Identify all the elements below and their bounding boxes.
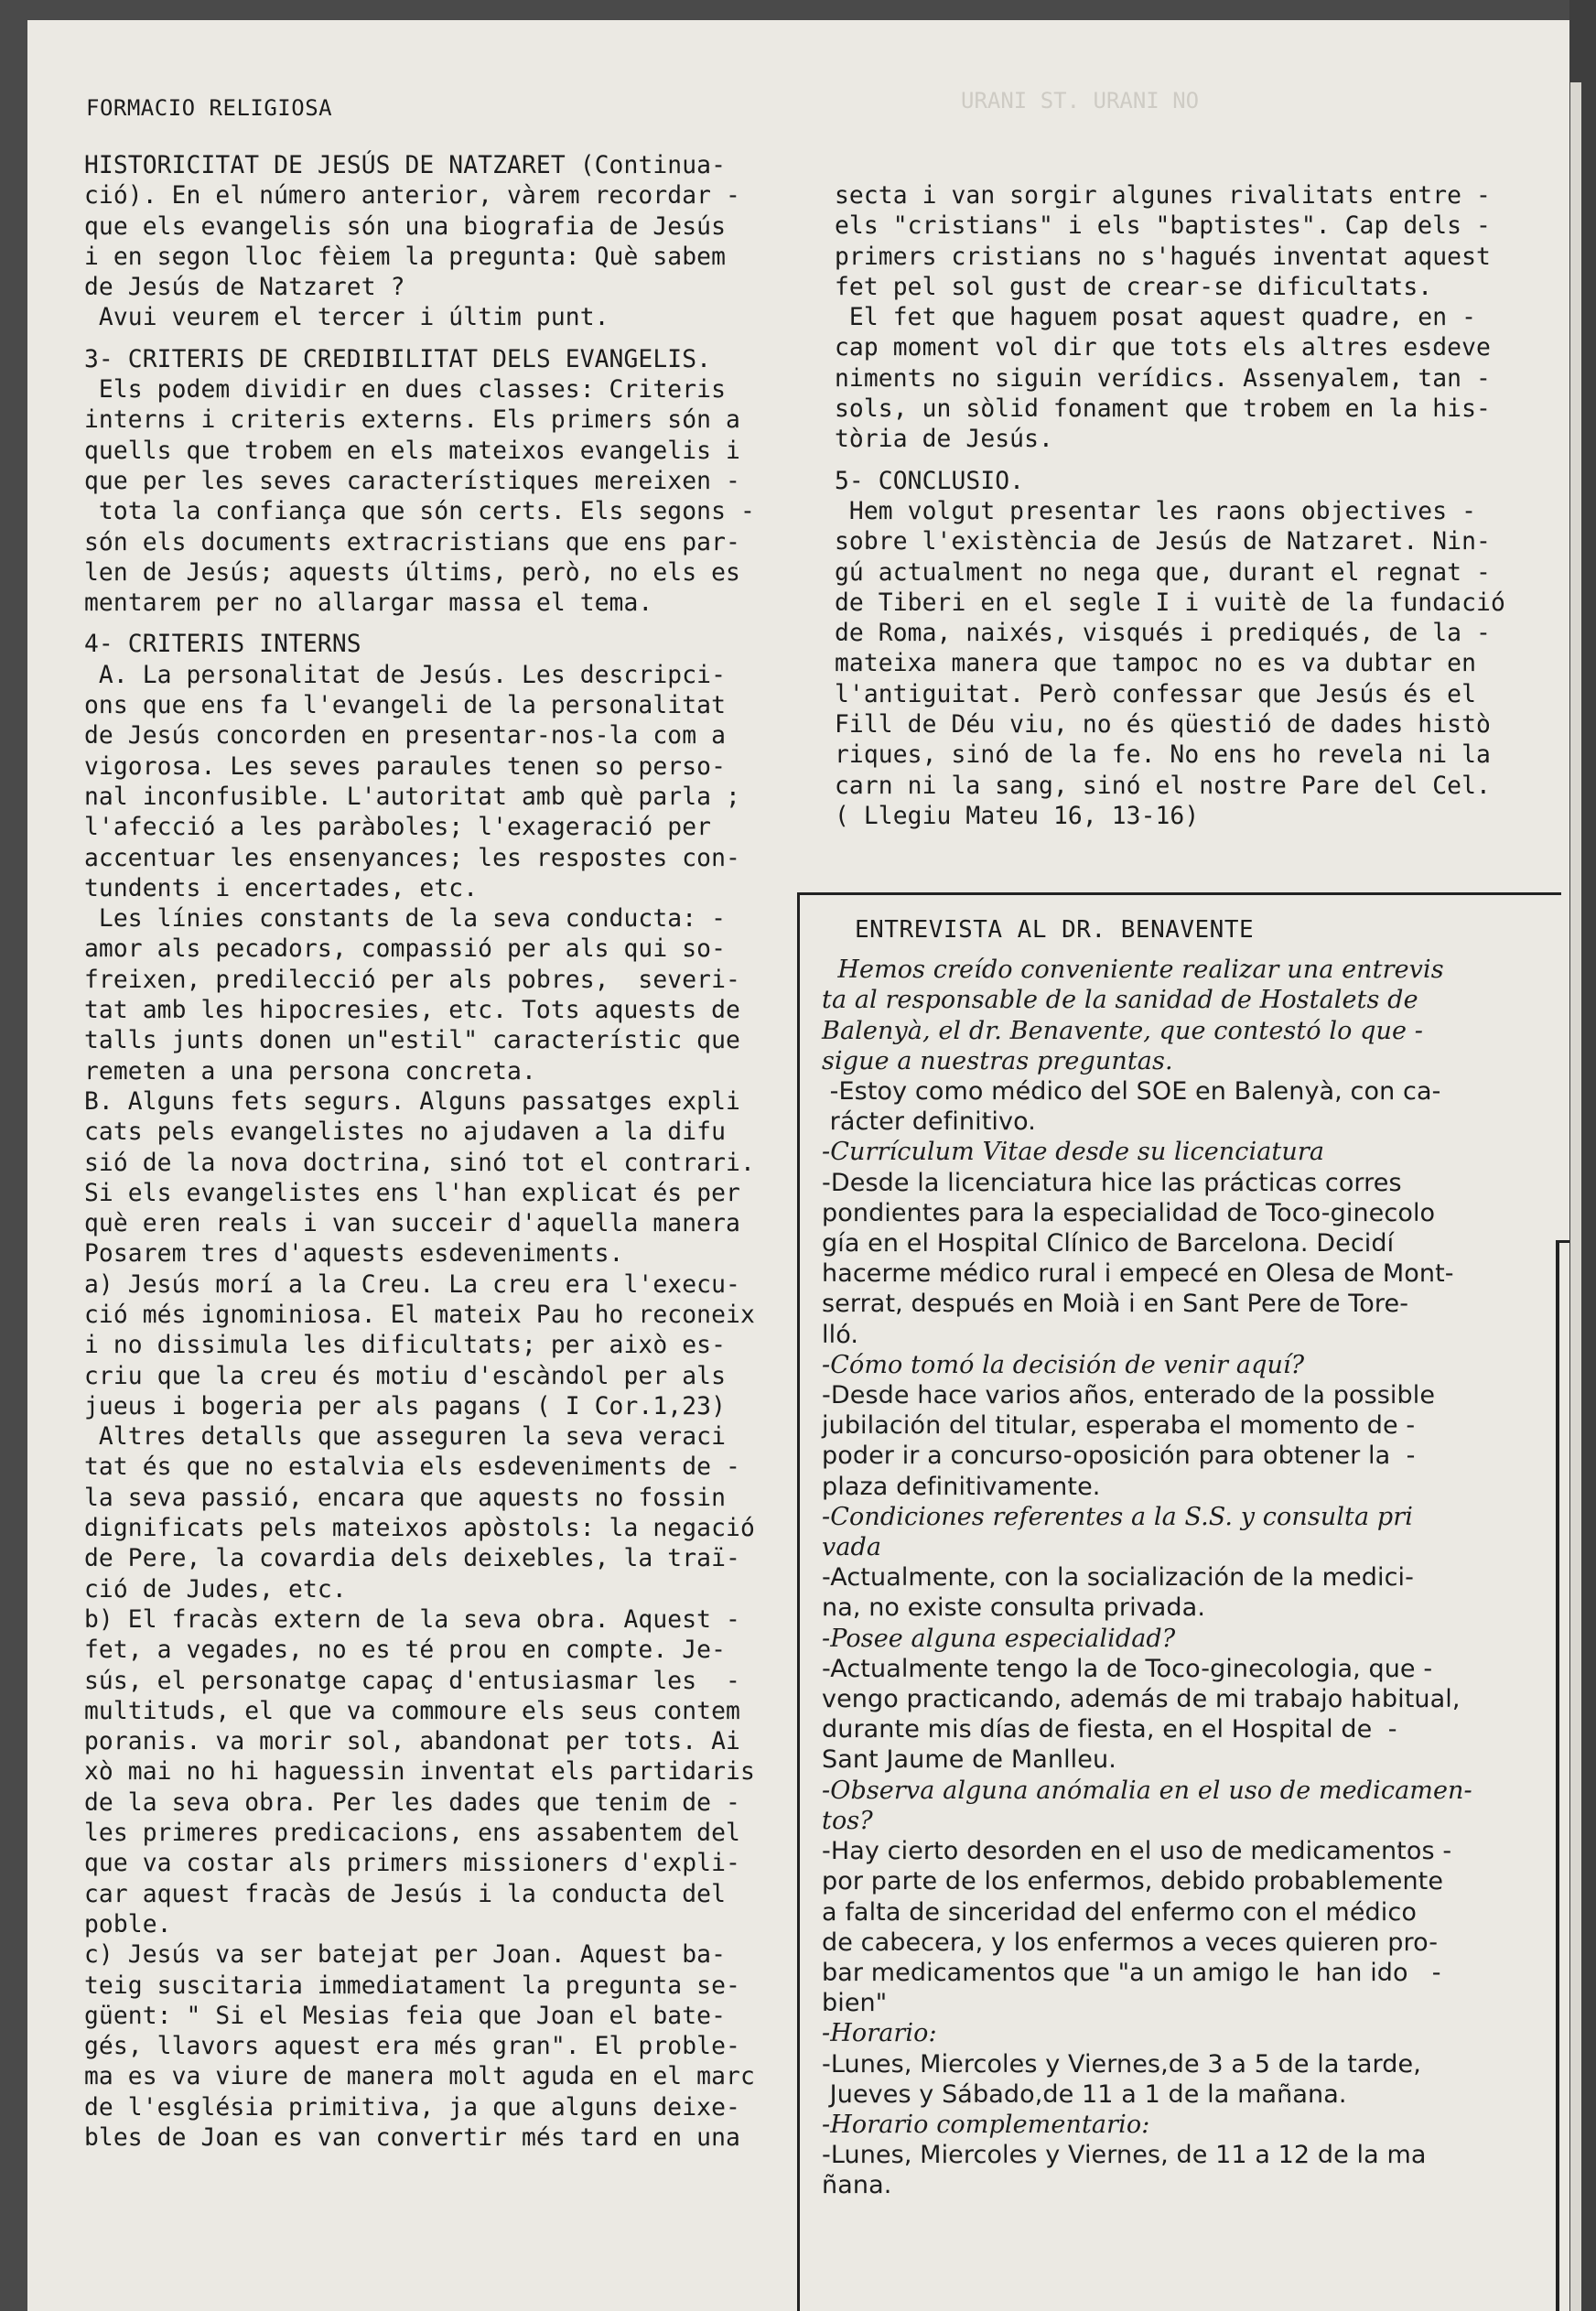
interview-answer: jubilación del titular, esperaba el momento de - (822, 1411, 1416, 1441)
text-line: remeten a una persona concreta. (84, 1057, 536, 1085)
interview-answer: lló. (822, 1320, 859, 1349)
text-line: jueus i bogeria per als pagans ( I Cor.1,23) (84, 1392, 727, 1420)
show-through-text: URANI ST. URANI NO (961, 88, 1200, 113)
text-line: gés, llavors aquest era més gran". El proble- (84, 2033, 740, 2061)
interview-answer: -Desde la licenciatura hice las prácticas corres (822, 1168, 1402, 1197)
text-line: HISTORICITAT DE JESÚS DE NATZARET (Continua- (84, 152, 727, 179)
text-line: fet pel sol gust de crear-se dificultats. (835, 273, 1433, 301)
text-line: tota la confiança que són certs. Els segons - (84, 498, 755, 526)
interview-answer: Sant Jaume de Manlleu. (822, 1745, 1116, 1775)
paragraph-gap (835, 456, 1530, 467)
text-line: talls junts donen un"estil" característic que (84, 1027, 740, 1055)
text-line: tat amb les hipocresies, etc. Tots aquests de (84, 997, 740, 1025)
interview-answer: gía en el Hospital Clínico de Barcelona. Decidí (822, 1229, 1395, 1258)
text-line: que els evangelis són una biografia de Jesús (84, 212, 727, 241)
text-line: Posarem tres d'aquests esdeveniments. (84, 1240, 624, 1269)
text-line: cap moment vol dir que tots els altres esdeve (835, 334, 1491, 362)
interview-answer: a falta de sinceridad del enfermo con el médico (822, 1897, 1417, 1927)
text-line: sols, un sòlid fonament que trobem en la his- (835, 395, 1491, 424)
text-line: l'antiguitat. Però confessar que Jesús és el (835, 680, 1477, 708)
interview-answer: durante mis días de fiesta, en el Hospital de - (822, 1715, 1397, 1744)
text-line: b) El fracàs extern de la seva obra. Aquest - (84, 1605, 740, 1634)
text-line: fet, a vegades, no es té prou en compte. Je- (84, 1636, 727, 1665)
text-line: quells que trobem en els mateixos evangelis i (84, 437, 740, 465)
interview-answer: plaza definitivamente. (822, 1472, 1101, 1501)
text-line: de Pere, la covardia dels deixebles, la traï- (84, 1545, 740, 1573)
text-line: de Roma, naixés, visqués i prediqués, de la - (835, 620, 1491, 648)
text-line: Si els evangelistes ens l'han explicat és per (84, 1179, 740, 1207)
text-line: B. Alguns fets segurs. Alguns passatges expli (84, 1087, 740, 1116)
interview-body (822, 955, 1554, 2200)
text-line: 3- CRITERIS DE CREDIBILITAT DELS EVANGELIS. (84, 345, 712, 373)
text-line: Hem volgut presentar les raons objectives - (835, 497, 1477, 525)
text-line: de l'església primitiva, ja que alguns deixe- (84, 2093, 740, 2122)
interview-answer: hacerme médico rural i empecé en Olesa de Mont- (822, 1259, 1454, 1289)
text-line: carn ni la sang, sinó el nostre Pare del Cel. (835, 772, 1491, 800)
text-line: poranis. va morir sol, abandonat per tots. Ai (84, 1728, 740, 1756)
interview-answer: ñana. (822, 2171, 892, 2200)
text-line: mentarem per no allargar massa el tema. (84, 589, 653, 618)
interview-answer: pondientes para la especialidad de Toco-ginecolo (822, 1198, 1436, 1227)
text-line: A. La personalitat de Jesús. Les descripci- (84, 661, 727, 689)
interview-box (822, 915, 1554, 2201)
text-line: criu que la creu és motiu d'escàndol per als (84, 1362, 727, 1390)
text-line: tòria de Jesús. (835, 426, 1053, 454)
interview-answer: na, no existe consulta privada. (822, 1593, 1206, 1623)
interview-answer: bien" (822, 1989, 888, 2018)
text-line: gú actualment no nega que, durant el regnat - (835, 558, 1491, 587)
interview-question: -Posee alguna especialidad? (822, 1624, 1176, 1653)
section-header: FORMACIO RELIGIOSA (86, 95, 333, 121)
text-line: amor als pecadors, compassió per als qui so- (84, 935, 727, 964)
text-line: El fet que haguem posat aquest quadre, en - (835, 304, 1477, 332)
text-line: tundents i encertades, etc. (84, 874, 479, 902)
interview-answer: vengo practicando, además de mi trabajo habitual, (822, 1685, 1461, 1714)
interview-answer: -Actualmente, con la socialización de la medici- (822, 1563, 1414, 1593)
text-line: de la seva obra. Per les dades que tenim de - (84, 1788, 740, 1817)
interview-answer: -Lunes, Miercoles y Viernes, de 11 a 12 de la ma (822, 2141, 1427, 2170)
text-line: multituds, el que va commoure els seus contem (84, 1697, 740, 1725)
text-line: que va costar als primers missioners d'expli- (84, 1850, 740, 1878)
text-line: els "cristians" i els "baptistes". Cap dels - (835, 212, 1491, 241)
interview-answer: serrat, después en Moià i en Sant Pere de Tore- (822, 1290, 1409, 1319)
text-line: a) Jesús morí a la Creu. La creu era l'execu- (84, 1270, 740, 1299)
text-line: bles de Joan es van convertir més tard en una (84, 2124, 740, 2152)
interview-answer: por parte de los enfermos, debido probablemente (822, 1867, 1444, 1896)
interview-answer: -Lunes, Miercoles y Viernes,de 3 a 5 de la tarde, (822, 2049, 1421, 2079)
interview-answer: de cabecera, y los enfermos a veces quieren pro- (822, 1928, 1439, 1957)
text-line: c) Jesús va ser batejat per Joan. Aquest ba- (84, 1941, 727, 1970)
text-line: güent: " Si el Mesias feia que Joan el bate- (84, 2002, 727, 2030)
interview-box-right-rule (1556, 1240, 1559, 2311)
interview-question: tos? (822, 1806, 873, 1835)
interview-answer: poder ir a concurso-oposición para obtener la - (822, 1442, 1416, 1471)
text-line: mateixa manera que tampoc no es va dubtar en (835, 650, 1477, 678)
interview-box-top-rule (799, 892, 1561, 895)
paragraph-gap (84, 334, 761, 345)
text-line: Les línies constants de la seva conducta: - (84, 905, 727, 934)
text-line: 4- CRITERIS INTERNS (84, 631, 361, 659)
text-line: car aquest fracàs de Jesús i la conducta del (84, 1880, 727, 1908)
text-line: niments no siguin verídics. Assenyalem, tan - (835, 364, 1491, 393)
interview-question: ta al responsable de la sanidad de Hostalets de (822, 986, 1418, 1015)
interview-answer: -Estoy como médico del SOE en Balenyà, con ca- (822, 1077, 1441, 1107)
text-line: són els documents extracristians que ens par- (84, 528, 740, 556)
text-line: teig suscitaria immediatament la pregunta se- (84, 1971, 740, 2000)
text-line: dignificats pels mateixos apòstols: la negació (84, 1515, 755, 1543)
text-line: ( Llegiu Mateu 16, 13-16) (835, 802, 1200, 830)
left-column-article (84, 151, 761, 2154)
interview-answer: -Desde hace varios años, enterado de la possible (822, 1381, 1436, 1410)
text-line: primers cristians no s'hagués inventat aquest (835, 243, 1491, 271)
text-line: accentuar les ensenyances; les respostes con- (84, 844, 740, 872)
text-line: i en segon lloc fèiem la pregunta: Què sabem (84, 243, 727, 271)
interview-question: -Condiciones referentes a la S.S. y consulta pri (822, 1502, 1414, 1531)
text-line: sús, el personatge capaç d'entusiasmar les - (84, 1667, 740, 1695)
text-line: freixen, predilecció per als pobres, severi- (84, 966, 740, 994)
text-line: ma es va viure de manera molt aguda en el marc (84, 2063, 755, 2091)
text-line: len de Jesús; aquests últims, però, no els es (84, 558, 740, 587)
text-line: sió de la nova doctrina, sinó tot el contrari. (84, 1149, 755, 1177)
text-line: tat és que no estalvia els esdeveniments de - (84, 1453, 740, 1482)
interview-question: -Horario complementario: (822, 2110, 1150, 2139)
interview-question: -Observa alguna anómalia en el uso de medicamen- (822, 1776, 1472, 1805)
text-line: l'afecció a les paràboles; l'exageració per (84, 814, 712, 842)
text-line: riques, sinó de la fe. No ens ho revela ni la (835, 741, 1491, 770)
interview-question: Hemos creído conveniente realizar una entrevis (822, 956, 1444, 985)
interview-question: sigue a nuestras preguntas. (822, 1046, 1173, 1075)
text-line: nal inconfusible. L'autoritat amb què parla ; (84, 783, 740, 811)
text-line: de Tiberi en el segle I i vuitè de la fundació (835, 589, 1505, 617)
text-line: Avui veurem el tercer i últim punt. (84, 304, 609, 332)
text-line: que per les seves característiques mereixen - (84, 467, 740, 495)
text-line: Els podem dividir en dues classes: Criteris (84, 376, 727, 405)
text-line: Altres detalls que asseguren la seva veraci (84, 1423, 727, 1452)
text-line: cats pels evangelistes no ajudaven a la difu (84, 1118, 727, 1147)
text-line: de Jesús concorden en presentar-nos-la com a (84, 722, 727, 751)
interview-box-left-rule (797, 892, 800, 2311)
text-line: interns i criteris externs. Els primers són a (84, 406, 740, 435)
text-line: sobre l'existència de Jesús de Natzaret. Nin- (835, 528, 1491, 556)
next-page-edge (1570, 82, 1581, 2311)
text-line: 5- CONCLUSIO. (835, 467, 1025, 495)
interview-question: -Horario: (822, 2019, 937, 2048)
text-line: secta i van sorgir algunes rivalitats entre - (835, 182, 1491, 210)
text-line: les primeres predicacions, ens assabentem del (84, 1820, 740, 1848)
text-line: Fill de Déu viu, no és qüestió de dades histò (835, 711, 1491, 740)
interview-answer: bar medicamentos que "a un amigo le han ido - (822, 1958, 1441, 1987)
interview-answer: -Actualmente tengo la de Toco-ginecologia, que - (822, 1654, 1433, 1683)
text-line: què eren reals i van succeir d'aquella manera (84, 1210, 740, 1238)
interview-title: ENTREVISTA AL DR. BENAVENTE (855, 916, 1255, 944)
interview-answer: -Hay cierto desorden en el uso de medicamentos - (822, 1837, 1452, 1866)
text-line: ons que ens fa l'evangeli de la personalitat (84, 692, 727, 720)
text-line: poble. (84, 1910, 172, 1938)
text-line: xò mai no hi haguessin inventat els partidaris (84, 1758, 755, 1787)
text-line: ció). En el número anterior, vàrem recordar - (84, 182, 740, 211)
interview-answer: rácter definitivo. (822, 1107, 1036, 1137)
text-line: ció més ignominiosa. El mateix Pau ho reconeix (84, 1301, 755, 1329)
interview-question: Balenyà, el dr. Benavente, que contestó lo que - (822, 1016, 1423, 1045)
text-line: vigorosa. Les seves paraules tenen so perso- (84, 752, 727, 781)
paragraph-gap (84, 619, 761, 630)
interview-question: vada (822, 1533, 882, 1562)
right-column-article (835, 181, 1530, 832)
text-line: la seva passió, encara que aquests no fossin (84, 1484, 727, 1512)
interview-question: -Currículum Vitae desde su licenciatura (822, 1138, 1325, 1167)
text-line: ció de Judes, etc. (84, 1575, 347, 1604)
interview-box-right-tab (1556, 1240, 1569, 1243)
interview-answer: Jueves y Sábado,de 11 a 1 de la mañana. (822, 2079, 1347, 2109)
interview-question: -Cómo tomó la decisión de venir aquí? (822, 1350, 1305, 1379)
text-line: de Jesús de Natzaret ? (84, 274, 405, 302)
text-line: i no dissimula les dificultats; per això es- (84, 1332, 727, 1360)
